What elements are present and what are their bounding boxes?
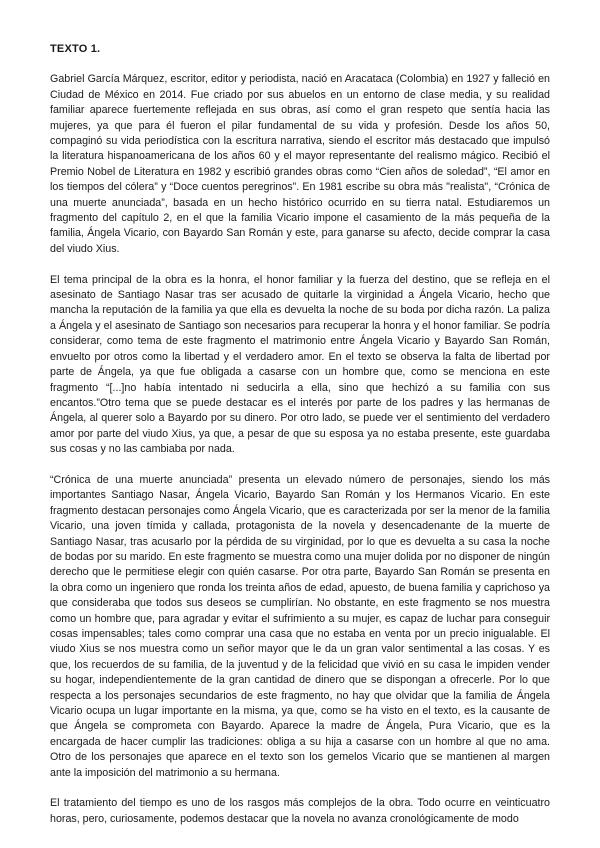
paragraph-time-treatment: El tratamiento del tiempo es uno de los rasgos más complejos de la obra. Todo ocurre en veinticuatro horas, pero, curiosamente, podemos destacar que la novela no avanza cronológicamente de modo [50,797,550,825]
document-body [50,42,550,843]
paragraph-characters: “Crónica de una muerte anunciada” presenta un elevado número de personajes, siendo los más importantes Santiago Nasar, Ángela Vicario, Bayardo San Román y los Hermanos Vicario. En este fragmento destacan personajes como Ángela Vicario, que es caracterizada por ser la menor de la familia Vicario, una joven tímida y callada, protagonista de la novela y desencadenante de la muerte de Santiago Nasar, tras acusarlo por la pérdida de su virginidad, por lo que es devuelta a su casa la noche de bodas por su marido. En este fragmento se muestra como una mujer dolida por no disponer de ningún derecho que le permitiese elegir con quién casarse. Por otra parte, Bayardo San Román se presenta en la obra como un ingeniero que ronda los treinta años de edad, apuesto, de buena familia y caprichoso ya que consideraba que todos sus deseos se cumplirían. No obstante, en este fragmento se nos muestra como un hombre que, para agradar y evitar el sufrimiento a su mujer, es capaz de luchar para conseguir cosas impensables; tales como comprar una casa que no estaba en venta por un precio inigualable. El viudo Xius se nos muestra como un señor mayor que le da un gran valor sentimental a las cosas. Y es que, los recuerdos de su familia, de la juventud y de la felicidad que vivió en su casa le impiden vender su hogar, independientemente de la gran cantidad de dinero que se dispongan a ofrecerle. Por lo que respecta a los personajes secundarios de este fragmento, no hay que olvidar que la familia de Ángela Vicario ocupa un lugar importante en la misma, ya que, como se ha visto en el texto, es la causante de que Ángela se comprometa con Bayardo. Aparece la madre de Ángela, Pura Vicario, que es la encargada de hacer cumplir las tradiciones: obliga a su hija a casarse con un hombre al que no ama. Otro de los personajes que aparece en el texto son los gemelos Vicario que se mantienen al margen ante la imposición del matrimonio a su hermana. [50,473,550,779]
document-heading: TEXTO 1. [50,43,101,55]
paragraph-author-biography: Gabriel García Márquez, escritor, editor y periodista, nació en Aracataca (Colombia) en 1927 y falleció en Ciudad de México en 2014. Fue criado por sus abuelos en un entorno de clase media, y su realidad familiar aparece fuertemente reflejada en sus obras, así como el gran respeto que sentía hacia las mujeres, ya que para él fueron el pilar fundamental de su vida y profesión. Desde los años 50, compaginó su vida periodística con la escritura narrativa, siendo el escritor más destacado que impulsó la literatura hispanoamericana de los años 60 y el mayor representante del realismo mágico. Recibió el Premio Nobel de Literatura en 1982 y escribió grandes obras como “Cien años de soledad”, “El amor en los tiempos del cólera” y “Doce cuentos peregrinos”. En 1981 escribe su obra más "realista", “Crónica de una muerte anunciada”, basada en un hecho histórico ocurrido en su tierra natal. Estudiaremos un fragmento del capítulo 2, en el que la familia Vicario impone el casamiento de la más pequeña de la familia, Ángela Vicario, con Bayardo San Román y este, para ganarse su afecto, decide comprar la casa del viudo Xius. [50,73,550,255]
paragraph-main-theme: El tema principal de la obra es la honra, el honor familiar y la fuerza del destino, que se refleja en el asesinato de Santiago Nasar tras ser acusado de quitarle la virginidad a Ángela Vicario, hecho que mancha la reputación de la familia ya que ella es devuelta la noche de su boda por dicha razón. La paliza a Ángela y el asesinato de Santiago son necesarios para recuperar la honra y el honor familiar. Se podría considerar, como tema de este fragmento el matrimonio entre Ángela Vicario y Bayardo San Román, envuelto por otros como la libertad y el verdadero amor. En el texto se observa la falta de libertad por parte de Ángela, ya que fue obligada a casarse con un hombre que, como se menciona en este fragmento “[...]no había intentado ni seducirla a ella, sino que hechizó a su familia con sus encantos.”Otro tema que se puede destacar es el interés por parte de los padres y las hermanas de Ángela, al querer solo a Bayardo por su dinero. Por otro lado, se puede ver el sentimiento del verdadero amor por parte del viudo Xius, ya que, a pesar de que su esposa ya no estaba presente, este guardaba sus cosas y no las cambiaba por nada. [50,273,550,456]
